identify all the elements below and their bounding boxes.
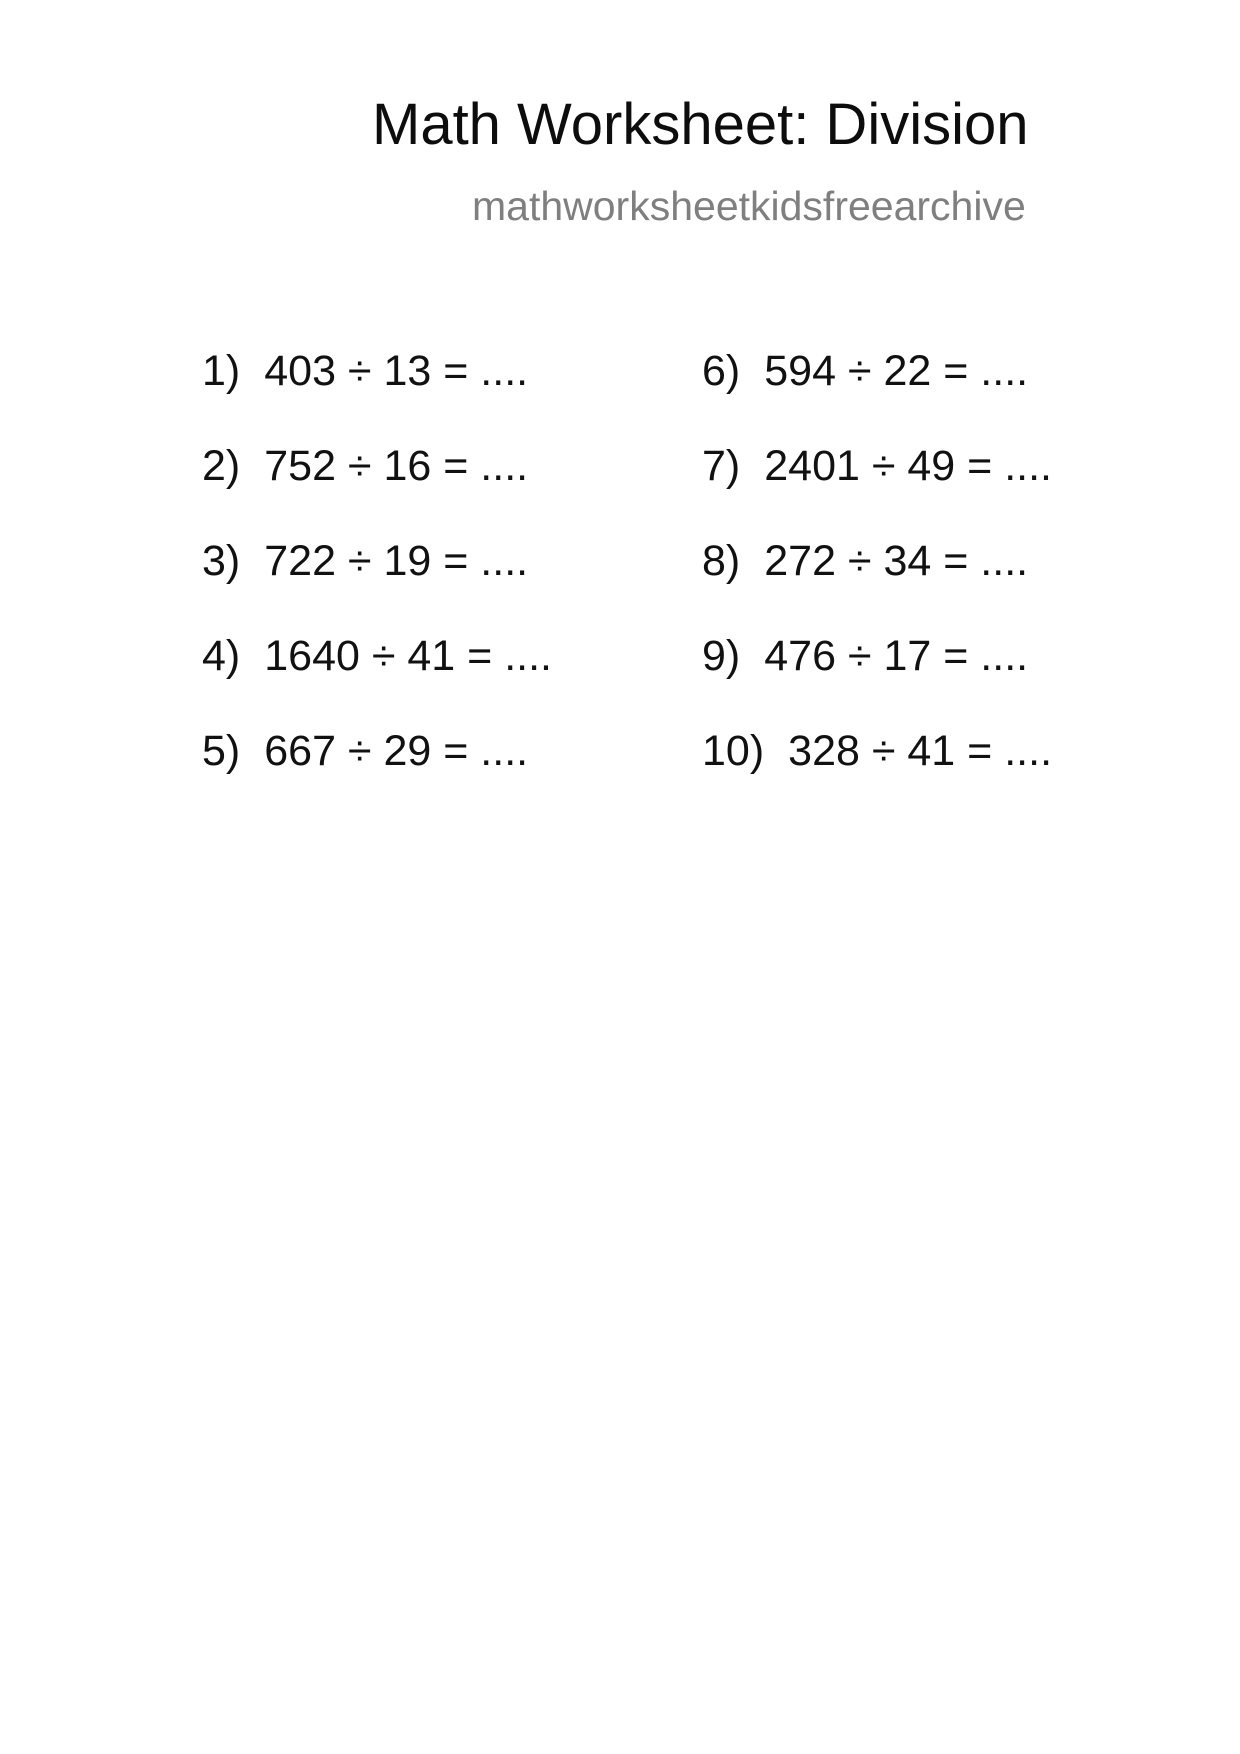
problem-9	[702, 632, 1029, 680]
problem-number: 3)	[202, 537, 241, 585]
problem-6	[702, 347, 1029, 395]
problem-number: 5)	[202, 727, 241, 775]
problem-expression: 328 ÷ 41 = ....	[788, 727, 1053, 775]
problem-number: 10)	[702, 727, 765, 775]
problem-7	[702, 442, 1053, 490]
problem-list	[202, 347, 1102, 850]
problem-2	[202, 442, 529, 490]
problem-number: 1)	[202, 347, 241, 395]
problem-1	[202, 347, 529, 395]
problem-4	[202, 632, 553, 680]
page-subtitle: mathworksheetkidsfreearchive	[472, 183, 1026, 229]
problem-expression: 722 ÷ 19 = ....	[264, 537, 529, 585]
problem-expression: 752 ÷ 16 = ....	[264, 442, 529, 490]
problem-number: 2)	[202, 442, 241, 490]
problem-expression: 272 ÷ 34 = ....	[764, 537, 1029, 585]
problem-number: 9)	[702, 632, 741, 680]
problem-expression: 2401 ÷ 49 = ....	[764, 442, 1053, 490]
problem-expression: 476 ÷ 17 = ....	[764, 632, 1029, 680]
problem-10	[702, 727, 1053, 775]
problem-number: 7)	[702, 442, 741, 490]
problem-number: 6)	[702, 347, 741, 395]
page-title: Math Worksheet: Division	[372, 92, 1029, 157]
problem-5	[202, 727, 529, 775]
problem-number: 8)	[702, 537, 741, 585]
problem-expression: 1640 ÷ 41 = ....	[264, 632, 553, 680]
problem-expression: 403 ÷ 13 = ....	[264, 347, 529, 395]
problem-expression: 667 ÷ 29 = ....	[264, 727, 529, 775]
problem-3	[202, 537, 529, 585]
problem-number: 4)	[202, 632, 241, 680]
problem-8	[702, 537, 1029, 585]
problem-expression: 594 ÷ 22 = ....	[764, 347, 1029, 395]
